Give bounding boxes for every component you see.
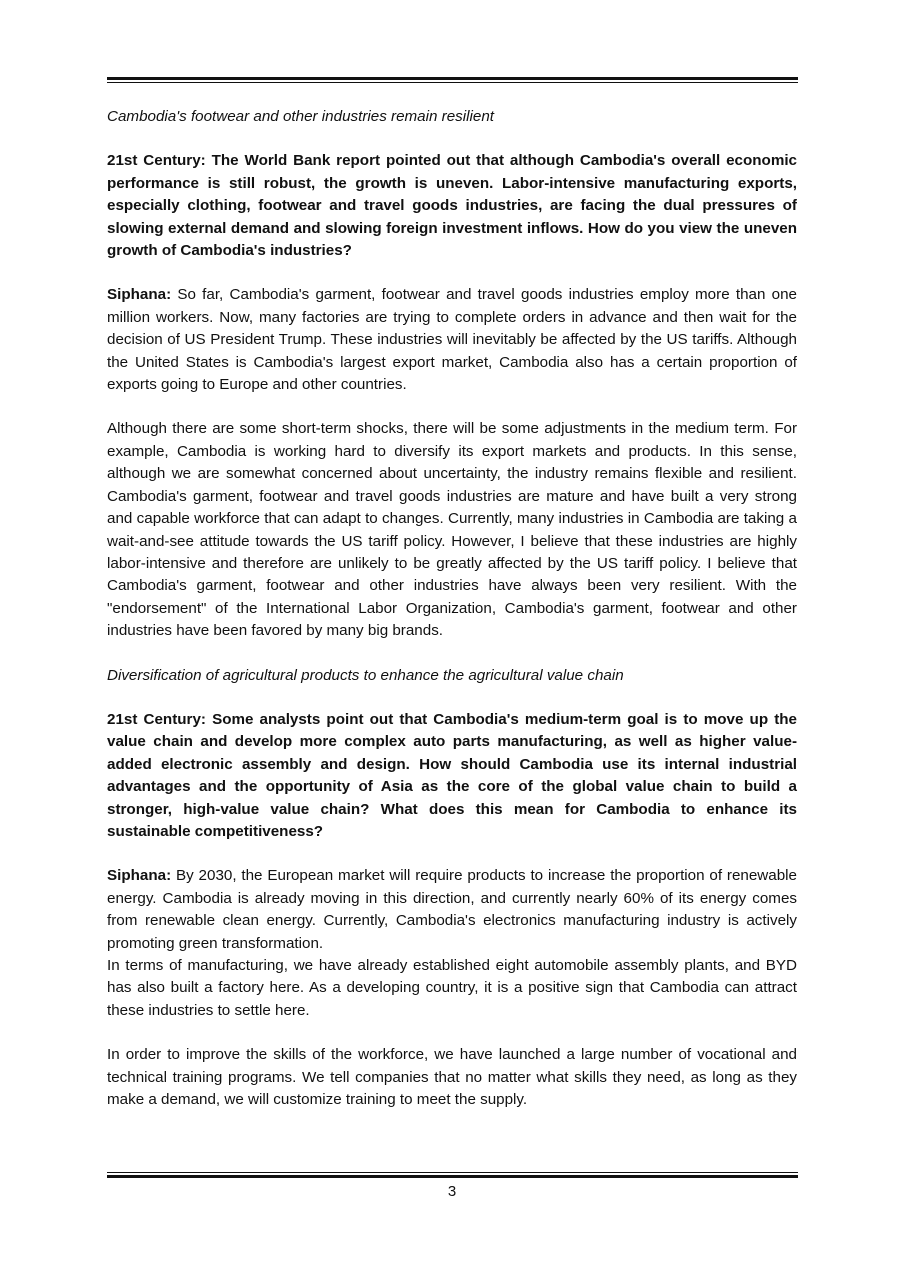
section-heading: Diversification of agricultural products to enhance the agricultural value chain <box>107 666 624 684</box>
page-number: 3 <box>447 1183 457 1200</box>
answer-paragraph <box>107 284 797 396</box>
answer-paragraph <box>107 865 797 955</box>
answer-paragraph: In terms of manufacturing, we have already established eight automobile assembly plants, and BYD has also built a factory here. As a developing country, it is a positive sign that Cambodia can attract these industries to settle here. <box>107 957 797 1019</box>
answer-paragraph: In order to improve the skills of the workforce, we have launched a large number of vocational and technical training programs. We tell companies that no matter what skills they need, as long as they make a demand, we will customize training to meet the supply. <box>107 1046 797 1109</box>
answer-text: By 2030, the European market will require products to increase the proportion of renewable energy. Cambodia is already moving in this direction, and currently nearly 60% of its energy comes from renewable clean energy. Currently, Cambodia's electronics manufacturing industry is actively promoting green transformation. <box>107 867 797 952</box>
question-speaker: 21st Century: <box>107 152 206 170</box>
question-text: The World Bank report pointed out that although Cambodia's overall economic performance is still robust, the growth is uneven. Labor-intensive manufacturing exports, especially clothing, footwear and travel goods industries, are facing the dual pressures of slowing external demand and slowing foreign investment inflows. How do you view the uneven growth of Cambodia's industries? <box>107 152 797 260</box>
interview-question <box>107 150 797 262</box>
answer-paragraph: Although there are some short-term shocks, there will be some adjustments in the medium term. For example, Cambodia is working hard to diversify its export markets and products. In this sense, although we are somewhat concerned about uncertainty, the industry remains flexible and resilient. Cambodia's garment, footwear and travel goods industries are mature and have built a very strong and capable workforce that can adapt to changes. Currently, many industries in Cambodia are taking a wait-and-see attitude towards the US tariff policy. However, I believe that these industries are highly labor-intensive and therefore are unlikely to be greatly affected by the US tariff policy. I believe that Cambodia's garment, footwear and other industries have always been very resilient. With the "endorsement" of the International Labor Organization, Cambodia's garment, footwear and other industries have been favored by many big brands. <box>107 420 797 640</box>
header-rule <box>107 77 798 83</box>
question-text: Some analysts point out that Cambodia's medium-term goal is to move up the value chain and develop more complex auto parts manufacturing, as well as higher value-added electronic assembly and design. How should Cambodia use its internal industrial advantages and the opportunity of Asia as the core of the global value chain to build a stronger, high-value value chain? What does this mean for Cambodia to enhance its sustainable competitiveness? <box>107 710 797 840</box>
section-heading: Cambodia's footwear and other industries remain resilient <box>107 108 494 125</box>
footer-rule <box>107 1172 798 1178</box>
page-body <box>107 106 797 1133</box>
answer-text: So far, Cambodia's garment, footwear and travel goods industries employ more than one million workers. Now, many factories are trying to complete orders in advance and then wait for the decision of US President Trump. These industries will inevitably be affected by the US tariffs. Although the United States is Cambodia's largest export market, Cambodia also has a certain proportion of exports going to Europe and other countries. <box>107 286 797 394</box>
answer-speaker: Siphana: <box>107 867 172 885</box>
answer-speaker: Siphana: <box>107 286 172 304</box>
question-speaker: 21st Century: <box>107 710 206 728</box>
interview-question <box>107 709 797 843</box>
